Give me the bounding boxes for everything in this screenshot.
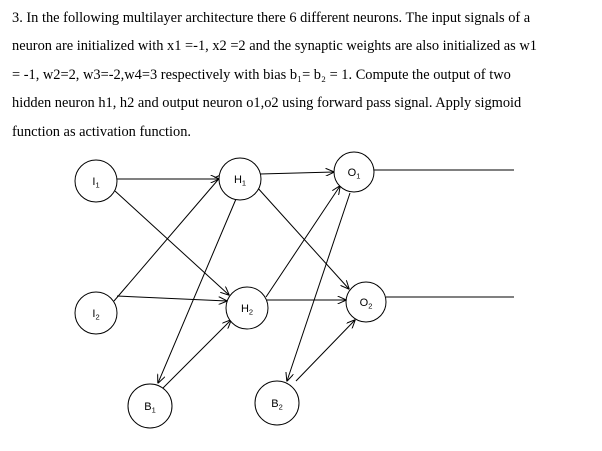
edge-o1-to-b2: [287, 193, 350, 381]
node-b1: [128, 384, 172, 428]
edges-layer: [114, 170, 514, 388]
question-line-2: neuron are initialized with x1 =-1, x2 =2 and the synaptic weights are also initialized as w1: [12, 38, 537, 55]
question-line-1: 3. In the following multilayer architecture there 6 different neurons. The input signals of a: [12, 10, 531, 26]
node-o2: [346, 282, 386, 322]
edge-i2-to-h1: [114, 174, 223, 301]
node-label: $B_2$: [271, 398, 283, 412]
node-o1: [334, 152, 374, 192]
node-label: $H_2$: [240, 303, 254, 317]
node-label: $H_1$: [233, 174, 247, 188]
node-h1: [219, 158, 261, 200]
node-i1: [75, 160, 117, 202]
node-label: $O_1$: [347, 167, 361, 181]
edge-h2-to-o1: [266, 186, 340, 297]
question-line-4: hidden neuron h1, h2 and output neuron o1,o2 using forward pass signal. Apply sigmoid: [12, 95, 522, 112]
edge-b1-to-h2: [163, 320, 231, 388]
node-b2: [255, 381, 299, 425]
edge-h1-to-o1: [260, 172, 334, 174]
node-label: $B_1$: [144, 401, 156, 415]
edge-i2-to-h2: [117, 296, 227, 301]
question-line-5: function as activation function.: [12, 123, 192, 140]
node-label: $I_1$: [92, 176, 100, 190]
node-i2: [75, 292, 117, 334]
node-label: $I_2$: [92, 308, 100, 322]
nodes-layer: [75, 152, 386, 428]
node-h2: [226, 287, 268, 329]
question-line-3: = -1, w2=2, w3=-2,w4=3 respectively with bias b₁= b₂ = 1. Compute the output of two: [12, 66, 511, 83]
node-label: $O_2$: [359, 297, 373, 311]
